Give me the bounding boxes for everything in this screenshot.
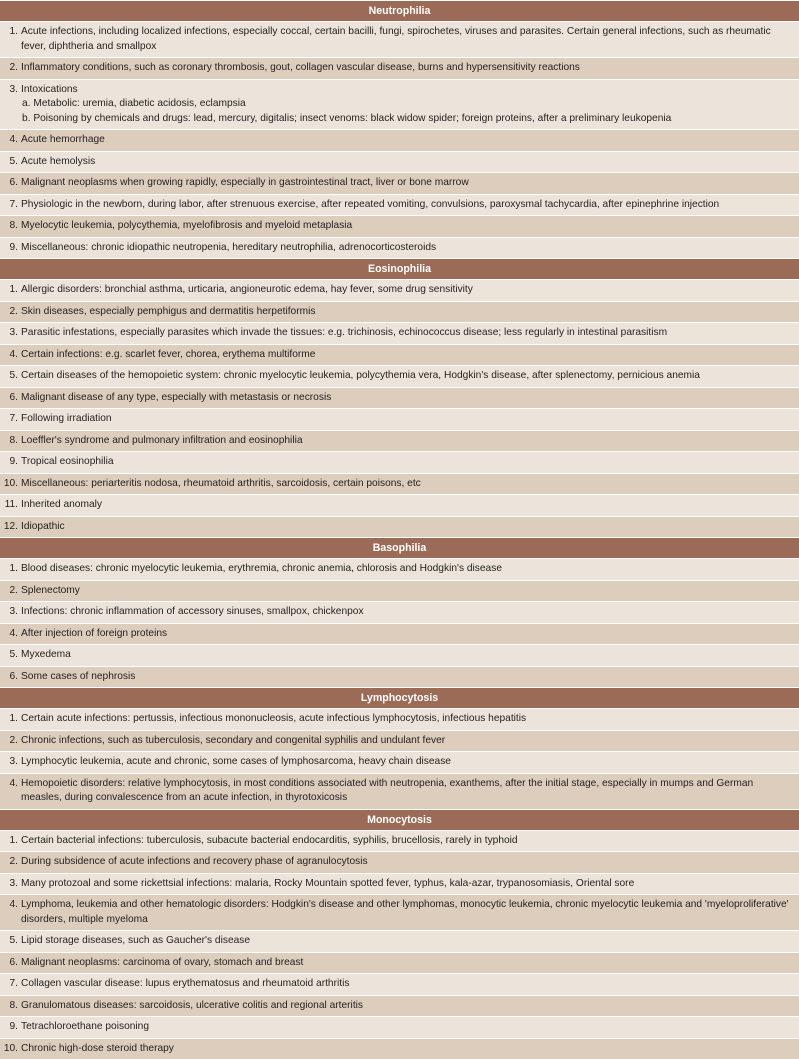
table-row [0,558,799,580]
item-text: Acute hemorrhage [21,134,105,145]
item-text-cell [21,999,799,1014]
item-text: Collagen vascular disease: lupus erythematosus and rheumatoid arthritis [21,978,349,989]
item-text-cell [21,777,799,806]
item-number: 4. [0,898,21,927]
table-row [0,322,799,344]
item-text: Certain bacterial infections: tuberculosis, subacute bacterial endocarditis, syphilis, brucellosis, rarely in typhoid [21,835,518,846]
item-text: Myelocytic leukemia, polycythemia, myelofibrosis and myeloid metaplasia [21,220,352,231]
item-number: 2. [0,584,21,599]
item-text-cell [21,877,799,892]
item-subitem: b. Poisoning by chemicals and drugs: lead, mercury, digitalis; insect venoms: black widow spider; foreign proteins, after a preliminary leukopenia [21,112,793,127]
item-text-cell [21,477,799,492]
item-text-cell [21,241,799,256]
item-text-cell [21,305,799,320]
section-header-monocytosis: Monocytosis [0,809,799,830]
table-row [0,430,799,452]
item-text-cell [21,855,799,870]
item-text: Tropical eosinophilia [21,456,114,467]
table-row [0,730,799,752]
item-text-cell [21,712,799,727]
item-text-cell [21,1042,799,1057]
item-text: Acute hemolysis [21,156,95,167]
table-row [0,344,799,366]
item-text-cell [21,326,799,341]
item-number: 6. [0,670,21,685]
item-text: Intoxications [21,84,78,95]
item-text: Many protozoal and some rickettsial infections: malaria, Rocky Mountain spotted fever, typhus, kala-azar, trypanosomiasis, Oriental sore [21,878,634,889]
item-number: 3. [0,83,21,127]
item-text: Miscellaneous: periarteritis nodosa, rheumatoid arthritis, sarcoidosis, certain poisons, etc [21,478,421,489]
item-number: 9. [0,455,21,470]
item-text-cell [21,562,799,577]
table-row [0,215,799,237]
item-text: Certain infections: e.g. scarlet fever, chorea, erythema multiforme [21,349,315,360]
item-text-cell [21,391,799,406]
table-row [0,773,799,809]
item-text: Lymphoma, leukemia and other hematologic disorders: Hodgkin's disease and other lymphomas, monocytic leukemia, chronic myelocytic leukemia and 'myeloproliferative' disorders, multiple myeloma [21,899,789,925]
item-text-cell [21,648,799,663]
item-text: Inherited anomaly [21,499,102,510]
item-text: Certain diseases of the hemopoietic system: chronic myelocytic leukemia, polycythemia vera, Hodgkin's disease, after splenectomy, pernicious anemia [21,370,700,381]
item-text-cell [21,198,799,213]
item-text-cell [21,734,799,749]
item-text: Acute infections, including localized infections, especially coccal, certain bacilli, fungi, spirochetes, viruses and parasites. Certain general infections, such as rheumatic fever, diphtheria and smallpox [21,26,771,52]
table-row [0,408,799,430]
item-text: After injection of foreign proteins [21,628,167,639]
item-number: 2. [0,855,21,870]
table-row [0,129,799,151]
item-number: 4. [0,777,21,806]
item-text-cell [21,977,799,992]
item-text: Some cases of nephrosis [21,671,135,682]
item-number: 2. [0,61,21,76]
item-text: Hemopoietic disorders: relative lymphocytosis, in most conditions associated with neutropenia, exanthems, after the initial stage, especially in mumps and German measles, during convalescence from an acute infection, in thyrotoxicosis [21,778,753,804]
item-text: Lymphocytic leukemia, acute and chronic, some cases of lymphosarcoma, heavy chain disease [21,756,451,767]
table-row [0,1038,799,1059]
item-number: 7. [0,412,21,427]
item-text: Miscellaneous: chronic idiopathic neutropenia, hereditary neutrophilia, adrenocorticosteroids [21,242,436,253]
item-text-cell [21,956,799,971]
item-text-cell [21,498,799,513]
item-number: 5. [0,155,21,170]
item-number: 5. [0,934,21,949]
item-text: Malignant neoplasms when growing rapidly, especially in gastrointestinal tract, liver or bone marrow [21,177,469,188]
item-number: 6. [0,391,21,406]
item-number: 9. [0,241,21,256]
table-row [0,301,799,323]
table-row [0,473,799,495]
item-number: 11. [0,498,21,513]
table-row [0,451,799,473]
table-row [0,387,799,409]
item-text: Chronic high-dose steroid therapy [21,1043,174,1054]
item-text-cell [21,283,799,298]
item-text: Following irradiation [21,413,112,424]
table-row [0,666,799,688]
item-text: Tetrachloroethane poisoning [21,1021,149,1032]
table-row [0,708,799,730]
item-number: 4. [0,133,21,148]
table-row [0,57,799,79]
item-text: During subsidence of acute infections and recovery phase of agranulocytosis [21,856,368,867]
item-number: 2. [0,734,21,749]
table-row [0,79,799,130]
item-number: 7. [0,198,21,213]
item-number: 6. [0,176,21,191]
section-header-eosinophilia: Eosinophilia [0,258,799,279]
item-number: 8. [0,999,21,1014]
item-number: 6. [0,956,21,971]
item-subitem: a. Metabolic: uremia, diabetic acidosis, eclampsia [21,97,793,112]
item-text-cell [21,627,799,642]
item-text-cell [21,584,799,599]
item-text-cell [21,434,799,449]
section-header-basophilia: Basophilia [0,537,799,558]
item-text: Physiologic in the newborn, during labor, after strenuous exercise, after repeated vomiting, convulsions, paroxysmal tachycardia, after epinephrine injection [21,199,719,210]
item-text: Inflammatory conditions, such as coronary thrombosis, gout, collagen vascular disease, burns and hypersensitivity reactions [21,62,580,73]
table-row [0,830,799,852]
item-number: 10. [0,1042,21,1057]
item-number: 7. [0,977,21,992]
table-row [0,601,799,623]
item-text-cell [21,369,799,384]
table-row [0,194,799,216]
table-row [0,21,799,57]
item-number: 1. [0,562,21,577]
table-row [0,851,799,873]
table-row [0,172,799,194]
item-text-cell [21,155,799,170]
item-number: 4. [0,627,21,642]
item-text: Malignant disease of any type, especially with metastasis or necrosis [21,392,331,403]
item-text-cell [21,755,799,770]
item-text: Chronic infections, such as tuberculosis, secondary and congenital syphilis and undulant fever [21,735,445,746]
item-text: Malignant neoplasms: carcinoma of ovary, stomach and breast [21,957,303,968]
table-row [0,973,799,995]
item-text-cell [21,934,799,949]
item-text: Certain acute infections: pertussis, infectious mononucleosis, acute infectious lymphocytosis, infectious hepatitis [21,713,526,724]
item-text-cell [21,670,799,685]
item-number: 5. [0,369,21,384]
item-text: Granulomatous diseases: sarcoidosis, ulcerative colitis and regional arteritis [21,1000,363,1011]
item-text-cell [21,605,799,620]
item-text-cell [21,834,799,849]
item-number: 10. [0,477,21,492]
item-number: 4. [0,348,21,363]
item-number: 3. [0,605,21,620]
table-row [0,516,799,538]
table-row [0,995,799,1017]
item-text: Infections: chronic inflammation of accessory sinuses, smallpox, chickenpox [21,606,364,617]
item-number: 1. [0,834,21,849]
item-text-cell [21,1020,799,1035]
item-number: 3. [0,755,21,770]
item-text-cell [21,898,799,927]
item-number: 9. [0,1020,21,1035]
item-number: 8. [0,219,21,234]
item-text: Idiopathic [21,521,65,532]
item-text: Parasitic infestations, especially parasites which invade the tissues: e.g. trichinosis, echinococcus disease; less regularly in intestinal parasitism [21,327,667,338]
item-text-cell [21,520,799,535]
section-header-lymphocytosis: Lymphocytosis [0,687,799,708]
item-text: Loeffler's syndrome and pulmonary infiltration and eosinophilia [21,435,303,446]
item-number: 1. [0,712,21,727]
item-number: 8. [0,434,21,449]
item-text-cell [21,176,799,191]
item-text: Allergic disorders: bronchial asthma, urticaria, angioneurotic edema, hay fever, some drug sensitivity [21,284,473,295]
item-number: 3. [0,877,21,892]
item-number: 12. [0,520,21,535]
item-number: 3. [0,326,21,341]
table-row [0,952,799,974]
item-text: Lipid storage diseases, such as Gaucher's disease [21,935,250,946]
section-header-neutrophilia: Neutrophilia [0,0,799,21]
table-row [0,751,799,773]
item-number: 1. [0,25,21,54]
item-text: Blood diseases: chronic myelocytic leukemia, erythremia, chronic anemia, chlorosis and Hodgkin's disease [21,563,502,574]
table-row [0,151,799,173]
table-row [0,894,799,930]
item-text-cell [21,348,799,363]
table-row [0,1016,799,1038]
table-row [0,580,799,602]
table-row [0,279,799,301]
item-number: 1. [0,283,21,298]
item-text: Myxedema [21,649,71,660]
table-row [0,365,799,387]
item-text: Splenectomy [21,585,80,596]
item-number: 5. [0,648,21,663]
table-row [0,644,799,666]
table-row [0,494,799,516]
table-row [0,237,799,259]
item-text-cell [21,61,799,76]
item-text: Skin diseases, especially pemphigus and dermatitis herpetiformis [21,306,315,317]
table-row [0,623,799,645]
table-row [0,873,799,895]
item-text-cell [21,219,799,234]
item-text-cell [21,83,799,127]
item-number: 2. [0,305,21,320]
item-text-cell [21,25,799,54]
table-row [0,930,799,952]
item-text-cell [21,455,799,470]
item-text-cell [21,133,799,148]
item-text-cell [21,412,799,427]
